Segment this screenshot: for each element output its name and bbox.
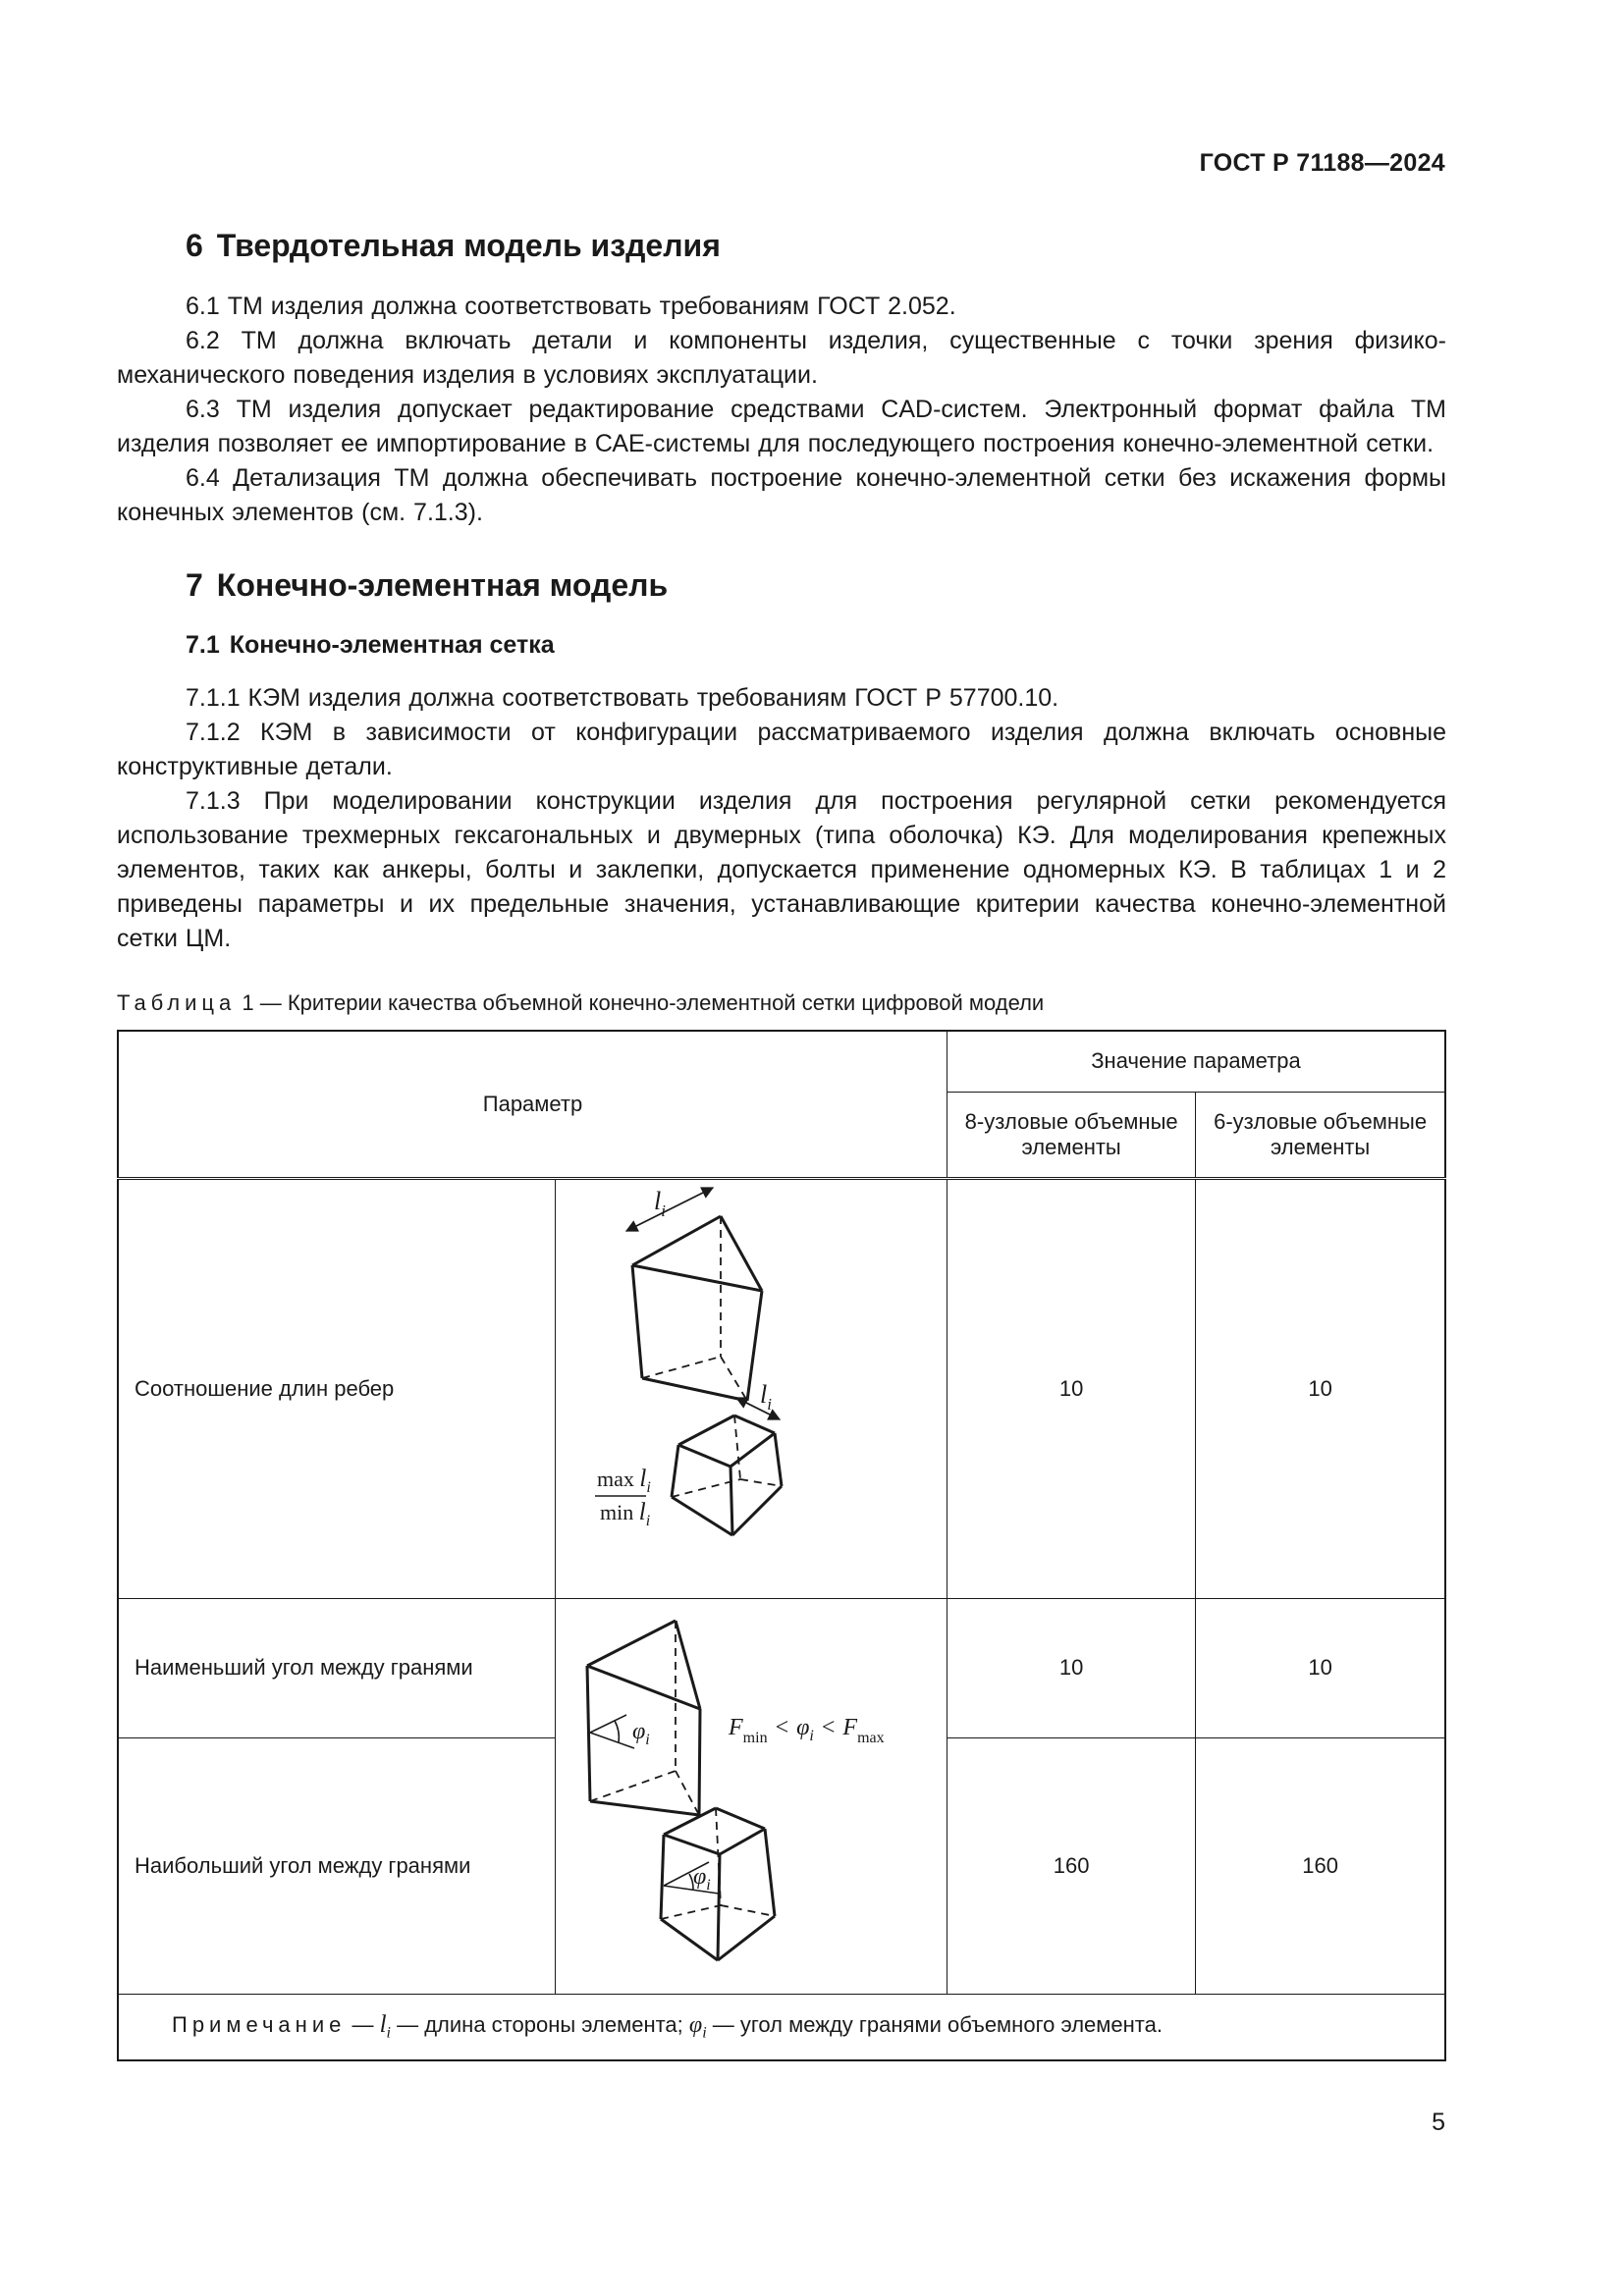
angle-inequality: $F_{min} < \varphi_i < F_{max}$ (729, 1714, 885, 1746)
value6-cell (1196, 1737, 1445, 1994)
page-content (117, 218, 1446, 2061)
note-text-2: — угол между гранями объемного элемента. (706, 2011, 1163, 2037)
hexahedron-shape (661, 1808, 775, 1960)
paragraph-6-3: 6.3 ТМ изделия допускает редактирование средствами CAD-систем. Электронный формат файла ТМ изделия позволяет ее импортирование в САЕ-системы для последующего построения конечно-элементной сетки. (117, 396, 1446, 457)
hexahedron-shape (672, 1415, 782, 1535)
paragraph-7-1-1: 7.1.1 КЭМ изделия должна соответствовать требованиям ГОСТ Р 57700.10. (186, 684, 1059, 712)
header-value: Значение параметра (1091, 1048, 1301, 1074)
header-value-cell (947, 1031, 1445, 1092)
value8-cell (947, 1178, 1196, 1598)
edge-ratio-figure (556, 1180, 947, 1592)
table-note-row (118, 1994, 1445, 2060)
subsection-7-1-heading (117, 631, 1446, 660)
value8-cell (947, 1737, 1196, 1994)
param-label: Наименьший угол между гранями (135, 1655, 473, 1681)
header-col8-cell (947, 1092, 1196, 1178)
edge-arrow (626, 1188, 713, 1231)
value-8-node: 10 (1058, 1655, 1084, 1681)
note-symbol-index: i (702, 2024, 707, 2042)
subsection-number: 7.1 (186, 631, 220, 659)
param-cell (118, 1598, 556, 1737)
section-title: Конечно-элементная модель (216, 567, 669, 603)
paragraph-6-2: 6.2 ТМ должна включать детали и компоненты изделия, существенные с точки зрения физико-механического поведения изделия в условиях эксплуатации. (117, 327, 1446, 389)
face-angle-figure (556, 1599, 947, 1988)
angle-label: $\varphi_i$ (693, 1863, 711, 1894)
section-7-heading (117, 567, 1446, 604)
param-cell (118, 1737, 556, 1994)
header-col8: 8-узловые объемные элементы (964, 1108, 1178, 1159)
note-dash: — (346, 2011, 380, 2037)
figure-cell-edges (556, 1178, 947, 1598)
note-symbol-index: i (386, 2024, 391, 2042)
paragraph-6-4: 6.4 Детализация ТМ должна обеспечивать построение конечно-элементной сетки без искажения формы конечных элементов (см. 7.1.3). (117, 464, 1446, 526)
paragraph-7-1-2: 7.1.2 КЭМ в зависимости от конфигурации рассматриваемого изделия должна включать основные конструктивные детали. (117, 719, 1446, 780)
figure-cell-angles (556, 1598, 947, 1994)
paragraph-7-1-3: 7.1.3 При моделировании конструкции изделия для построения регулярной сетки рекомендуется использование трехмерных гексагональных и двумерных (типа оболочка) КЭ. Для моделирования крепежных элементов, таких как анкеры, болты и заклепки, допускается применение одномерных КЭ. В таблицах 1 и 2 приведены параметры и их предельные значения, устанавливающие критерии качества конечно-элементной сетки ЦМ. (117, 787, 1446, 952)
note-symbol-l: l (379, 2010, 387, 2038)
value-6-node: 10 (1308, 1375, 1332, 1401)
value-6-node: 160 (1302, 1852, 1338, 1878)
ratio-numerator: $\max l_i$ (597, 1465, 651, 1496)
value-8-node: 10 (1058, 1375, 1084, 1401)
section-number: 6 (186, 228, 203, 263)
subsection-title: Конечно-элементная сетка (229, 631, 555, 659)
header-col6: 6-узловые объемные элементы (1214, 1108, 1428, 1159)
value6-cell (1196, 1598, 1445, 1737)
note-text-1: — длина стороны элемента; (390, 2011, 689, 2037)
header-param: Параметр (482, 1091, 583, 1116)
ratio-denominator: $\min l_i$ (600, 1498, 651, 1529)
header-col6-cell (1196, 1092, 1445, 1178)
angle-label: $\varphi_i$ (632, 1718, 650, 1748)
note-label: Примечание (172, 2011, 347, 2037)
value8-cell (947, 1598, 1196, 1737)
edge-label: $l_i$ (654, 1186, 666, 1220)
param-label: Наибольший угол между гранями (135, 1852, 471, 1878)
param-label: Соотношение длин ребер (135, 1375, 395, 1401)
section-title: Твердотельная модель изделия (216, 228, 721, 263)
value6-cell (1196, 1178, 1445, 1598)
note-symbol-phi: φ (688, 2011, 703, 2038)
table-note (118, 1994, 1445, 2060)
param-cell (118, 1178, 556, 1598)
section-6-heading (117, 228, 1446, 264)
table-row (118, 1598, 1445, 1737)
table-caption (117, 990, 1446, 1016)
table-caption-label: Таблица (117, 990, 237, 1015)
section-number: 7 (186, 567, 203, 603)
paragraph-6-1: 6.1 ТМ изделия должна соответствовать требованиям ГОСТ 2.052. (186, 293, 956, 320)
edge-arrow (736, 1398, 780, 1419)
edge-label: $l_i$ (760, 1379, 772, 1414)
criteria-table (117, 1030, 1446, 2061)
value-6-node: 10 (1308, 1655, 1332, 1681)
header-param-cell (118, 1031, 947, 1178)
value-8-node: 160 (1053, 1852, 1090, 1878)
document-code: ГОСТ Р 71188—2024 (1199, 149, 1445, 177)
table-caption-text: 1 — Критерии качества объемной конечно-элементной сетки цифровой модели (236, 990, 1045, 1015)
table-row (118, 1178, 1445, 1598)
page-number: 5 (1432, 2109, 1445, 2136)
prism-shape (632, 1216, 762, 1401)
